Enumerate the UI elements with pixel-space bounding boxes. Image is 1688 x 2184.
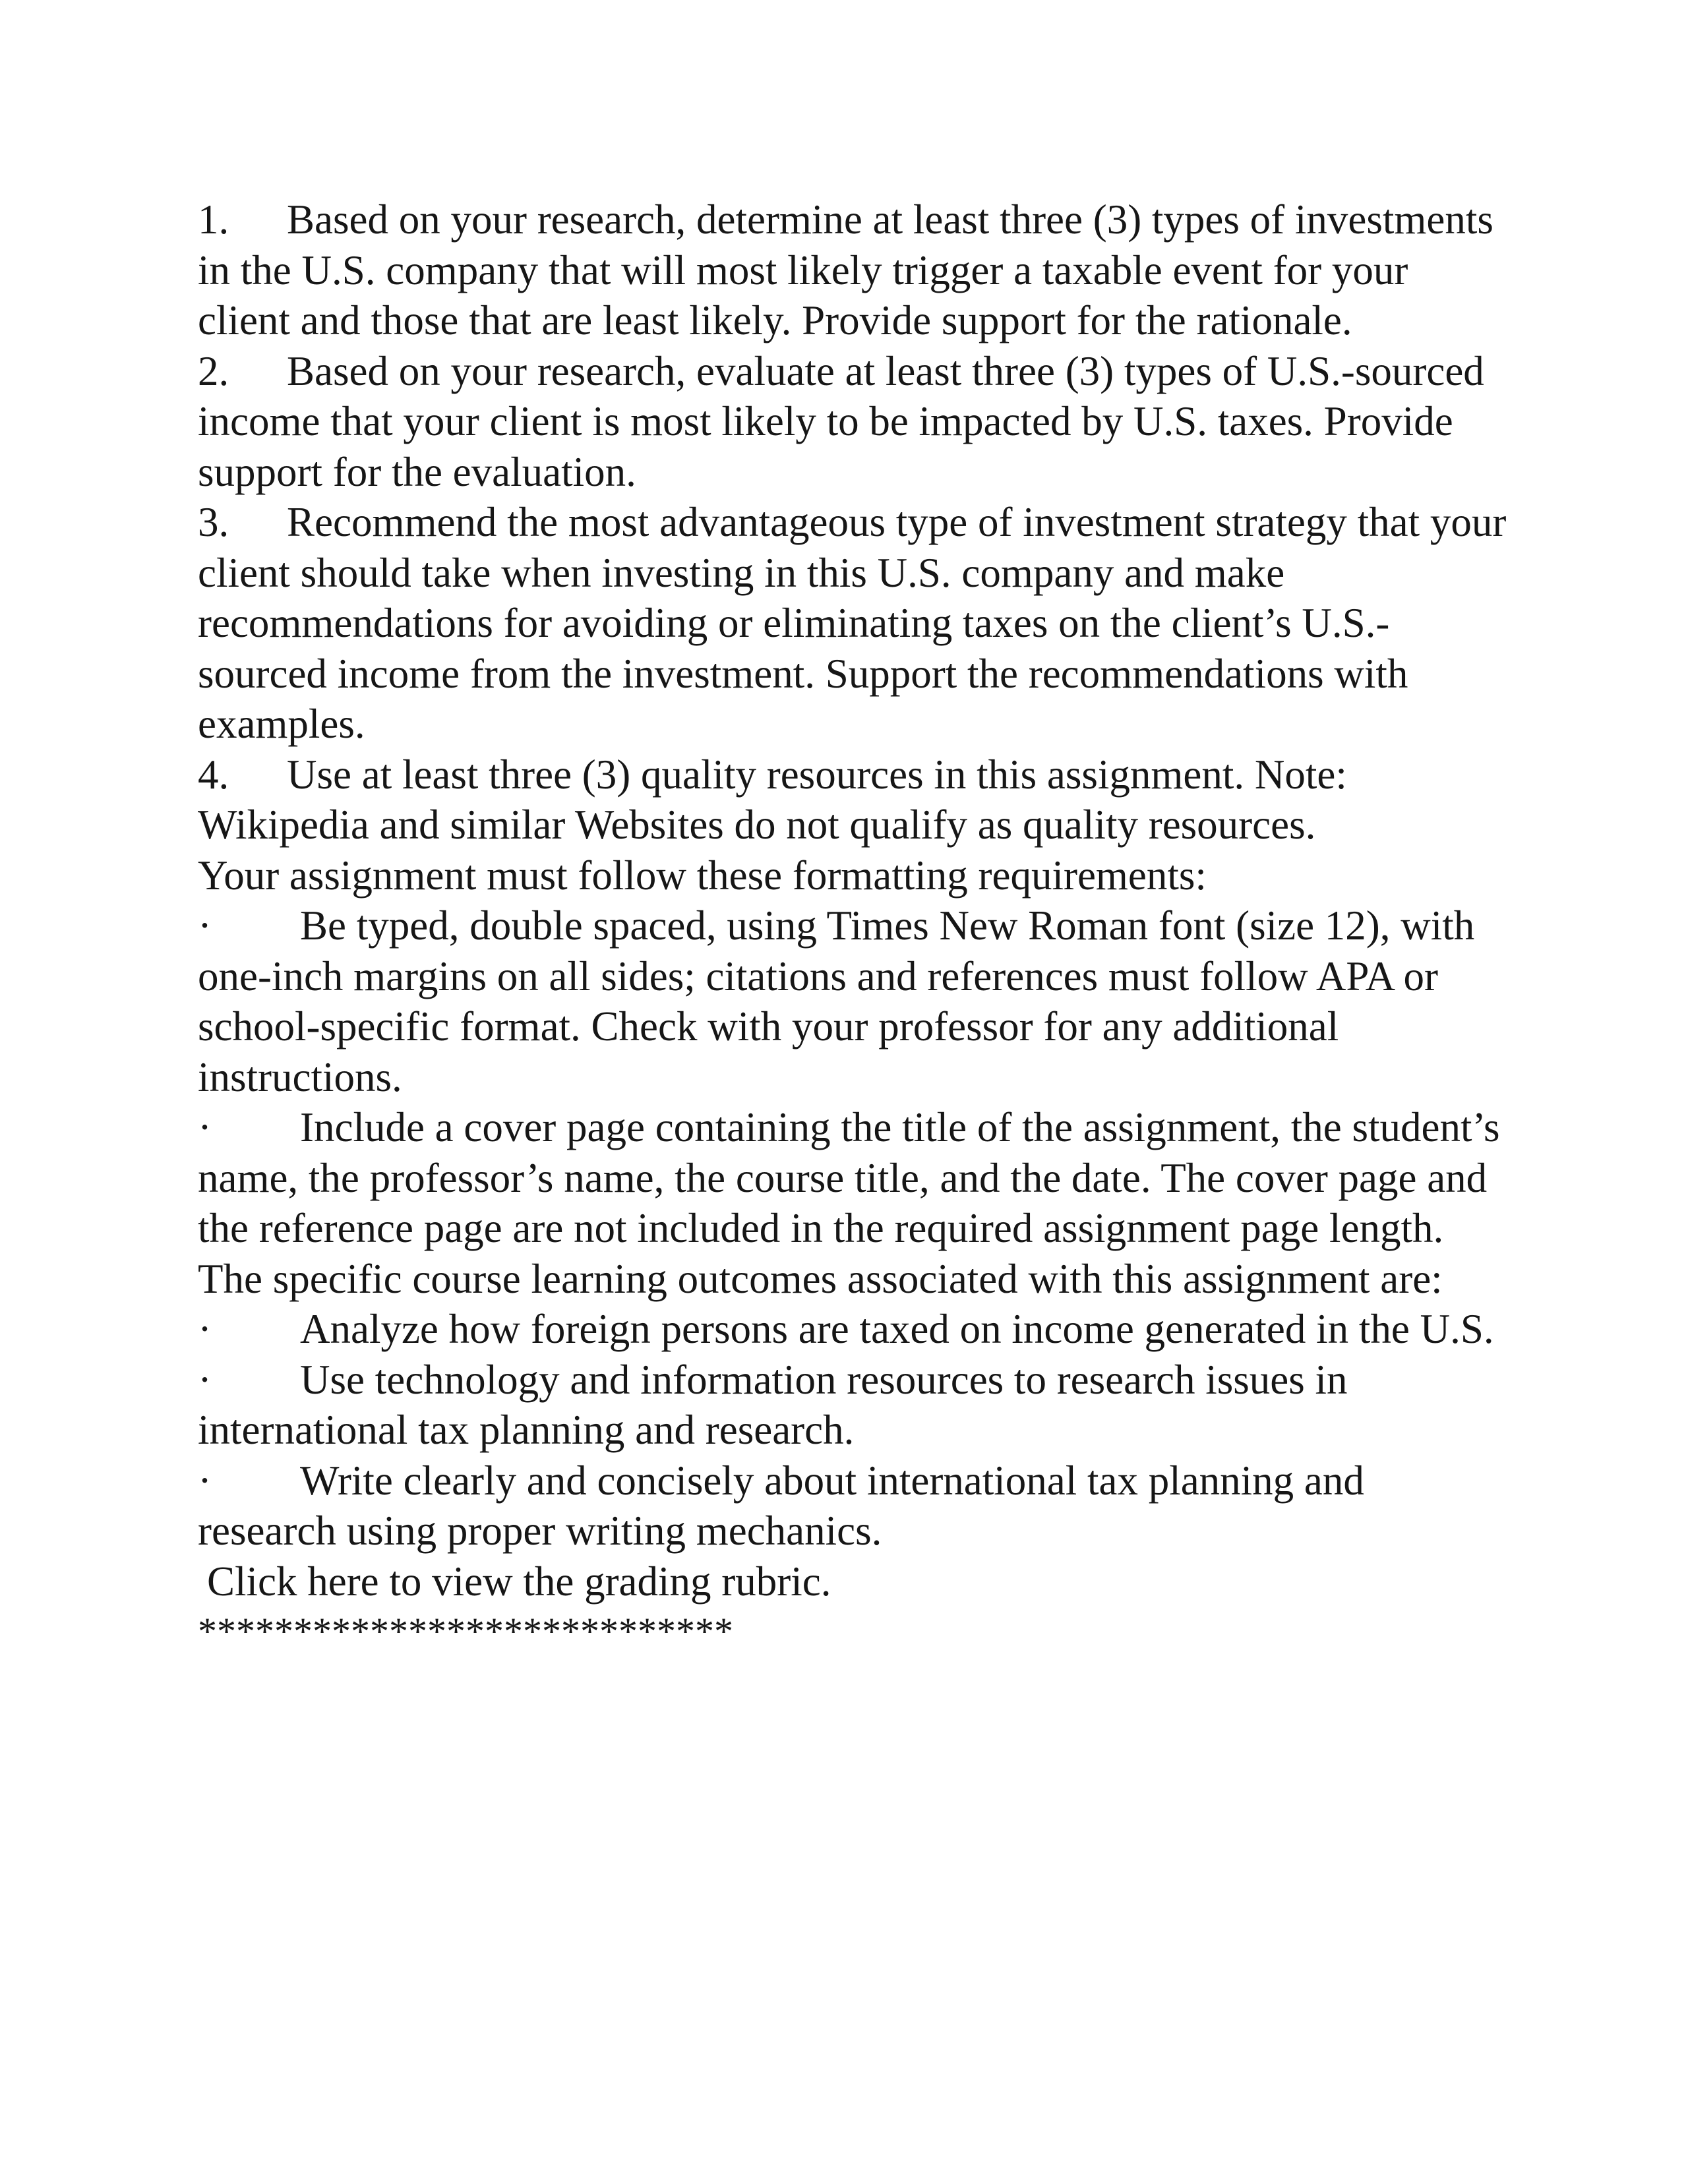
bullet-text: Be typed, double spaced, using Times New Roman font (size 12), with one-inch margins on all sides; citations and references must follow APA or school-specific format. Check with your professor for any additional instructions.: [198, 902, 1475, 1100]
bullet-marker: ·: [198, 1356, 212, 1403]
separator-line: ****************************: [198, 1610, 733, 1653]
numbered-item-1: [198, 194, 1510, 346]
numbered-item-3: [198, 497, 1510, 750]
outcome-bullet-1: [198, 1304, 1510, 1355]
numbered-item-4: [198, 750, 1510, 850]
item-text: Based on your research, determine at least three (3) types of investments in the U.S. company that will most likely trigger a taxable event for your client and those that are least likely. Provide support for the rationale.: [198, 196, 1493, 343]
outcome-bullet-2: [198, 1355, 1510, 1456]
item-number: 3.: [198, 499, 229, 545]
bullet-text: Write clearly and concisely about international tax planning and research using proper writing mechanics.: [198, 1457, 1364, 1554]
formatting-intro: Your assignment must follow these formatting requirements:: [198, 852, 1207, 899]
bullet-marker: ·: [198, 902, 212, 949]
bullet-marker: ·: [198, 1306, 212, 1352]
bullet-text: Use technology and information resources to research issues in international tax planning and research.: [198, 1356, 1348, 1453]
item-text: Use at least three (3) quality resources in this assignment. Note: Wikipedia and similar Websites do not qualify as quality resources.: [198, 751, 1347, 848]
item-number: 2.: [198, 347, 229, 394]
bullet-text: Analyze how foreign persons are taxed on income generated in the U.S.: [300, 1306, 1494, 1352]
numbered-item-2: [198, 346, 1510, 498]
item-number: 1.: [198, 196, 229, 243]
bullet-text: Include a cover page containing the title of the assignment, the student’s name, the professor’s name, the course title, and the date. The cover page and the reference page are not included in the required assignment page length.: [198, 1104, 1500, 1251]
item-text: Based on your research, evaluate at least three (3) types of U.S.-sourced income that your client is most likely to be impacted by U.S. taxes. Provide support for the evaluation.: [198, 347, 1484, 495]
bullet-marker: ·: [198, 1104, 212, 1150]
formatting-bullet-2: [198, 1102, 1510, 1254]
bullet-marker: ·: [198, 1457, 212, 1504]
grading-rubric-link[interactable]: Click here to view the grading rubric.: [207, 1558, 831, 1605]
outcomes-intro: The specific course learning outcomes associated with this assignment are:: [198, 1255, 1443, 1302]
item-text: Recommend the most advantageous type of investment strategy that your client should take when investing in this U.S. company and make recommendations for avoiding or eliminating taxes on the client’s U.S.-sourced income from the investment. Support the recommendations with examples.: [198, 499, 1507, 747]
item-number: 4.: [198, 751, 229, 798]
formatting-bullet-1: [198, 900, 1510, 1102]
document-body: [198, 194, 1510, 1657]
outcome-bullet-3: [198, 1456, 1510, 1556]
